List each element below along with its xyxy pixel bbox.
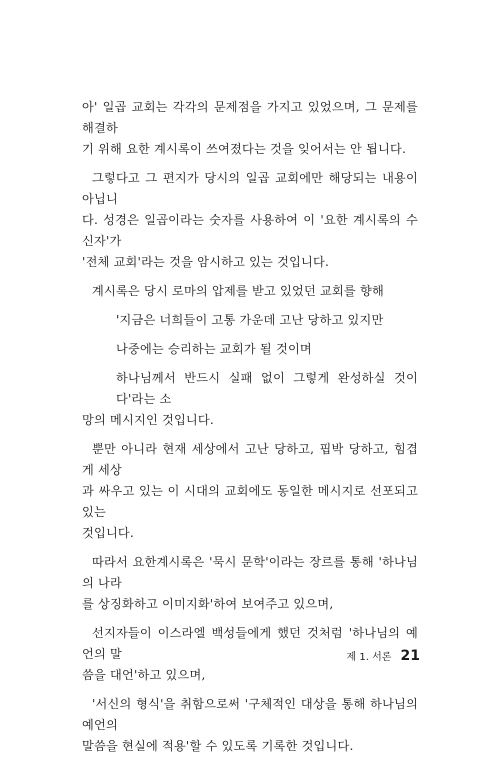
text-line <box>82 594 418 615</box>
text-line <box>82 210 418 252</box>
chapter-label: 제 1. 서론 <box>346 652 392 663</box>
text-span: '라는 것을 암시하고 있는 것입니다. <box>137 255 330 269</box>
text-span: '라는 소 <box>127 392 172 406</box>
text-span: ' <box>82 255 86 269</box>
paragraph-2 <box>82 168 418 273</box>
paragraph-5 <box>82 552 418 615</box>
text-span: 선지자들이 이스라엘 백성들에게 했던 것처럼 ' <box>92 626 353 640</box>
text-line <box>82 252 418 273</box>
quote-line-1: '지금은 너희들이 고통 가운데 고난 당하고 있지만 <box>116 313 384 327</box>
text-line: 아' 일곱 교회는 각각의 문제점을 가지고 있었으며, 그 문제를 해결하 <box>82 100 418 135</box>
text-span: '하고 있으며, <box>133 668 206 682</box>
emphasis-text: 하나님의 나라 <box>82 555 418 590</box>
text-line <box>82 552 418 594</box>
body-text <box>82 97 418 765</box>
text-line: 계시록은 당시 로마의 압제를 받고 있었던 교회를 향해 <box>92 284 384 298</box>
text-line: 것입니다. <box>82 526 134 540</box>
text-line: 말씀을 현실에 적용'할 수 있도록 기록한 것입니다. <box>82 739 354 753</box>
text-span: '가 <box>105 234 122 248</box>
quote-line-2: 나중에는 승리하는 교회가 될 것이며 <box>116 342 312 356</box>
text-line: '서신의 형식'을 취함으로써 '구체적인 대상을 통해 하나님의 예언의 <box>82 697 418 732</box>
text-line: 과 싸우고 있는 이 시대의 교회에도 동일한 메시지로 선포되고 있는 <box>82 484 418 519</box>
text-span: 다. 성경은 일곱이라는 숫자를 사용하여 이 ' <box>82 213 324 227</box>
paragraph-1 <box>82 97 418 160</box>
text-span: '하여 보여주고 있으며, <box>209 597 334 611</box>
text-line: 뿐만 아니라 현재 세상에서 고난 당하고, 핍박 당하고, 힘겹게 세상 <box>82 442 418 477</box>
emphasis-text: 하나님의 예언의 말 <box>82 626 418 661</box>
text-line: 망의 메시지인 것입니다. <box>82 413 214 427</box>
text-line <box>82 368 418 410</box>
paragraph-7 <box>82 694 418 757</box>
text-line: 그렇다고 그 편지가 당시의 일곱 교회에만 해당되는 내용이 아닙니 <box>82 171 418 206</box>
text-line <box>82 665 418 686</box>
emphasis-text: 를 상징화하고 이미지화 <box>82 597 210 611</box>
paragraph-3 <box>82 281 418 302</box>
emphasis-text: 하나님께서 반드시 실패 없이 그렇게 완성하실 것이다 <box>116 371 418 406</box>
emphasis-text: 묵시 문학 <box>212 555 266 569</box>
paragraph-4 <box>82 439 418 544</box>
emphasis-text: 씀을 대언 <box>82 668 134 682</box>
text-span: '이라는 장르를 통해 ' <box>265 555 383 569</box>
text-span: 따라서 요한계시록은 ' <box>92 555 213 569</box>
paragraph-quote-end <box>82 368 418 431</box>
page-number: 21 <box>400 648 420 664</box>
text-line: 기 위해 요한 계시록이 쓰여졌다는 것을 잊어서는 안 됩니다. <box>82 142 407 156</box>
emphasis-text: 전체 교회 <box>85 255 138 269</box>
page-footer <box>340 645 420 664</box>
emphasis-text: 요한 계시록의 수신자 <box>82 213 418 248</box>
